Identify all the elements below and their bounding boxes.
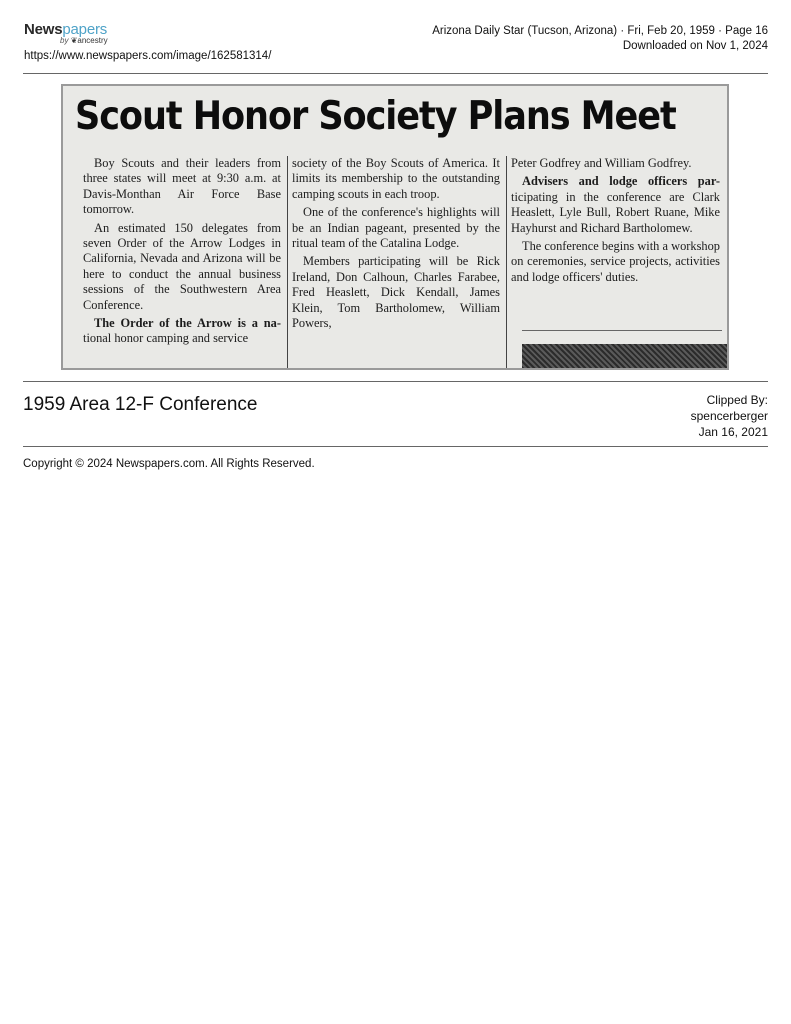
- clipped-by-info: [691, 392, 768, 440]
- article-paragraph: One of the conference's highlights will be an Indian pageant, presented by the ritual team of the Catalina Lodge.: [292, 205, 500, 251]
- article-paragraph: society of the Boy Scouts of America. It limits its membership to the outstanding camping scouts in each troop.: [292, 156, 500, 201]
- clipped-by-user[interactable]: spencerberger: [690, 409, 768, 423]
- article-paragraph: Peter Godfrey and William Godfrey.: [511, 156, 692, 170]
- copyright-notice: Copyright © 2024 Newspapers.com. All Rights Reserved.: [23, 458, 315, 470]
- clipped-date: Jan 16, 2021: [698, 425, 768, 439]
- ancestry-leaf-icon: ❦: [70, 36, 78, 45]
- article-paragraph: Members participating will be Rick Ireland, Don Calhoun, Charles Farabee, Fred Heaslett, Dick Kendall, James Klein, Tom Bartholomew, William Powers,: [292, 254, 500, 331]
- article-column-1: [83, 156, 281, 350]
- photo-divider: [522, 330, 722, 331]
- header-divider: [23, 73, 768, 74]
- newspaper-clipping: [61, 84, 729, 370]
- article-paragraph: [511, 174, 720, 236]
- article-text: tional honor camping and service: [83, 331, 249, 346]
- article-bold-lead: Advisers and lodge officers par-: [522, 174, 720, 189]
- article-paragraph: An estimated 150 delegates from seven Order of the Arrow Lodges in California, Nevada and Arizona will be here to conduct the annual business sessions of the Southwestern Area Conference.: [83, 220, 281, 312]
- article-paragraph: The conference begins with a workshop on ceremonies, service projects, activities and lodge officers' duties.: [511, 239, 720, 284]
- download-date: Downloaded on Nov 1, 2024: [622, 40, 768, 52]
- article-column-2: [292, 156, 500, 334]
- article-bold-lead: The Order of the Arrow is a na-: [94, 316, 281, 331]
- article-text: ticipating in the conference are Clark Heaslett, Lyle Bull, Robert Ruane, Mike Hayhurst and Richard Bartholomew.: [511, 189, 720, 235]
- publication-meta: [432, 24, 768, 54]
- logo-byline: [60, 36, 124, 45]
- article-headline: Scout Honor Society Plans Meet: [75, 94, 676, 139]
- article-paragraph: [83, 316, 281, 347]
- photo-fragment: [522, 344, 729, 370]
- clipped-by-label: Clipped By:: [706, 393, 768, 407]
- source-url[interactable]: https://www.newspapers.com/image/162581314/: [24, 50, 272, 62]
- logo-word-news: News: [24, 21, 63, 38]
- article-column-3: [511, 156, 720, 288]
- column-divider: [287, 156, 288, 370]
- column-divider: [506, 156, 507, 370]
- newspapers-logo[interactable]: [24, 21, 124, 51]
- article-paragraph: Boy Scouts and their leaders from three states will meet at 9:30 a.m. at Davis-Monthan Air Force Base tomorrow.: [83, 156, 281, 217]
- clip-divider-top: [23, 381, 768, 382]
- logo-word-papers: papers: [62, 21, 108, 38]
- logo-ancestry: ancestry: [77, 36, 108, 45]
- clip-divider-bottom: [23, 446, 768, 447]
- clip-title: 1959 Area 12-F Conference: [23, 394, 258, 415]
- logo-by: by: [60, 36, 69, 45]
- publication-info: Arizona Daily Star (Tucson, Arizona) · Fri, Feb 20, 1959 · Page 16: [432, 25, 768, 37]
